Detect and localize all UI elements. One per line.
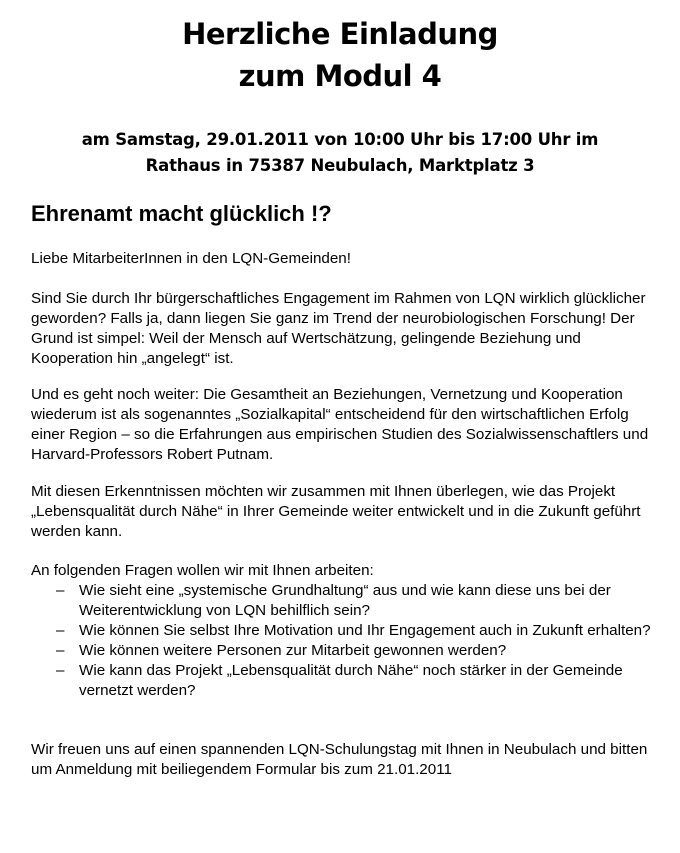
questions-intro: An folgenden Fragen wollen wir mit Ihnen arbeiten: xyxy=(31,562,374,579)
question-text: Wie kann das Projekt „Lebensqualität durch Nähe“ noch stärker in der Gemeinde vernetzt werden? xyxy=(79,662,623,699)
question-text: Wie können weitere Personen zur Mitarbeit gewonnen werden? xyxy=(79,642,507,659)
greeting: Liebe MitarbeiterInnen in den LQN-Gemeinden! xyxy=(31,250,351,267)
bullet-dash: – xyxy=(56,622,65,639)
bullet-dash: – xyxy=(56,582,65,599)
section-heading: Ehrenamt macht glücklich !? xyxy=(31,201,332,226)
questions-list xyxy=(31,581,661,701)
question-item xyxy=(31,621,661,641)
closing-paragraph: Wir freuen uns auf einen spannenden LQN-Schulungstag mit Ihnen in Neubulach und bitten um Anmeldung mit beiliegendem Formular bis zum 21.01.2011 xyxy=(31,741,648,778)
title-line-2: zum Modul 4 xyxy=(238,59,442,93)
question-item xyxy=(31,661,661,701)
bullet-dash: – xyxy=(56,642,65,659)
paragraph-1: Sind Sie durch Ihr bürgerschaftliches Engagement im Rahmen von LQN wirklich glücklicher geworden? Falls ja, dann liegen Sie ganz im Trend der neurobiologischen Forschung! Der Grund ist simpel: Weil der Mensch auf Wertschätzung, gelingende Beziehung und Kooperation hin „angelegt“ ist. xyxy=(31,290,646,367)
question-item xyxy=(31,581,661,621)
paragraph-3: Mit diesen Erkenntnissen möchten wir zusammen mit Ihnen überlegen, wie das Projekt „Lebensqualität durch Nähe“ in Ihrer Gemeinde weiter entwickelt und in die Zukunft geführt werden kann. xyxy=(31,483,641,540)
question-text: Wie sieht eine „systemische Grundhaltung“ aus und wie kann diese uns bei der Weiterentwicklung von LQN behilflich sein? xyxy=(79,582,611,619)
bullet-dash: – xyxy=(56,662,65,679)
question-item xyxy=(31,641,661,661)
question-text: Wie können Sie selbst Ihre Motivation und Ihr Engagement auch in Zukunft erhalten? xyxy=(79,622,651,639)
date-line: am Samstag, 29.01.2011 von 10:00 Uhr bis 17:00 Uhr im xyxy=(81,130,599,149)
paragraph-2: Und es geht noch weiter: Die Gesamtheit an Beziehungen, Vernetzung und Kooperation wiederum ist als sogenanntes „Sozialkapital“ entscheidend für den wirtschaftlichen Erfolg einer Region – so die Erfahrungen aus empirischen Studien des Sozialwissenschaftlers und Harvard-Professors Robert Putnam. xyxy=(31,386,649,463)
place-line: Rathaus in 75387 Neubulach, Marktplatz 3 xyxy=(145,156,535,175)
title-line-1: Herzliche Einladung xyxy=(182,17,498,51)
